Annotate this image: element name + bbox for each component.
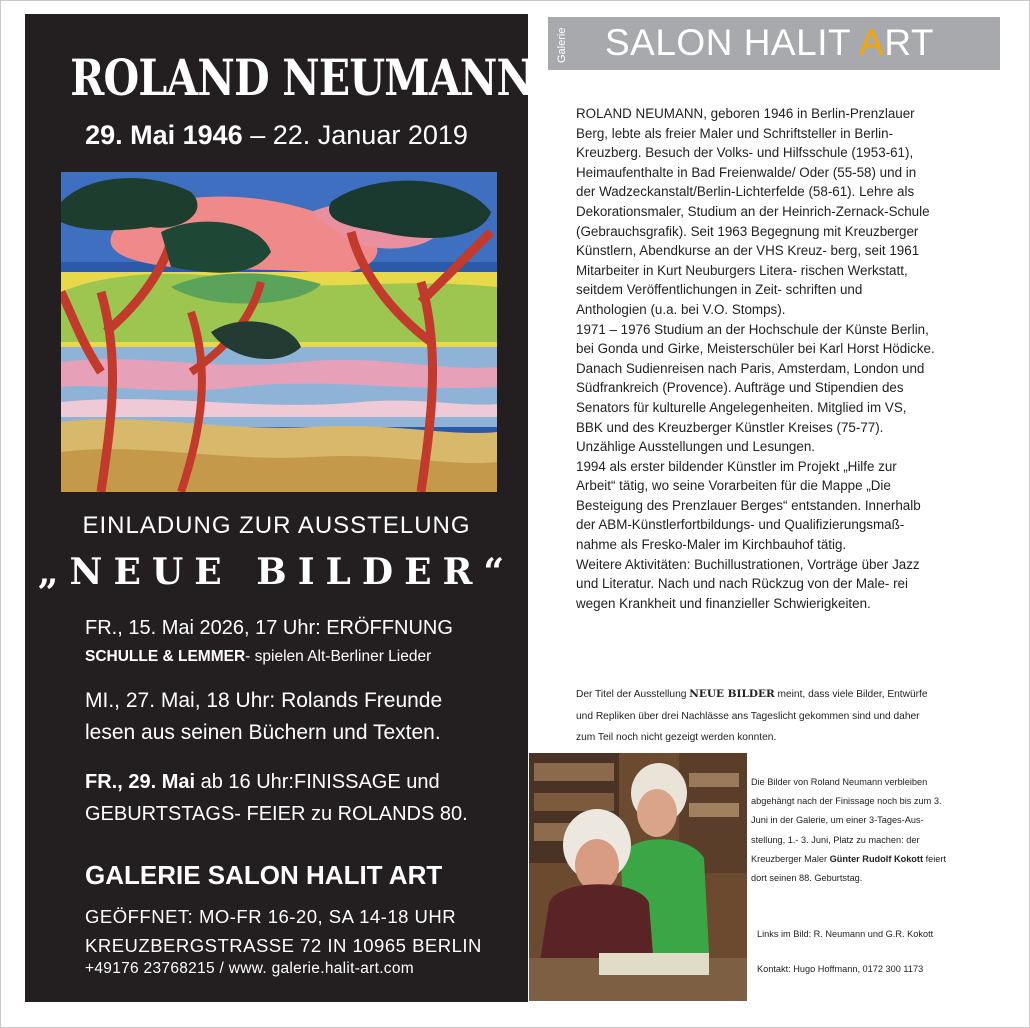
logo-a-letter: A (859, 22, 885, 63)
bio-line: 1971 – 1976 Studium an der Hochschule der Künste Berlin, (576, 321, 929, 337)
gallery-address: KREUZBERGSTRASSE 72 IN 10965 BERLIN (85, 935, 482, 956)
bio-line: Künstlern, Abendkurse an der VHS Kreuz- berg, seit 1961 (576, 243, 920, 259)
reading-line-2: lesen aus seinen Büchern und Texten. (85, 721, 441, 744)
bio-line: Südfrankreich (Provence). Aufträge und Stipendien des (576, 380, 904, 396)
note-line-2: und Repliken über drei Nachlässe ans Tageslicht gekommen sind und daher (576, 710, 920, 722)
caption-painter-name: Günter Rudolf Kokott (829, 853, 924, 864)
opening-hours: GEÖFFNET: MO-FR 16-20, SA 14-18 UHR (85, 906, 457, 927)
artist-name: ROLAND NEUMANN (70, 48, 534, 107)
gallery-name: GALERIE SALON HALIT ART (85, 860, 443, 890)
bio-line: der Wadzeckanstalt/Berlin-Lichterfelde (58-61). Lehre als (576, 184, 915, 200)
bio-line: Danach Sudienreisen nach Paris, Amsterdam, London und (576, 360, 925, 376)
caption-line-4: stellung, 1.- 3. Juni, Platz zu machen: der (751, 834, 920, 845)
invitation-panel (25, 14, 534, 1002)
bio-line: nahme als Fresko-Maler im Kirchbauhof tätig. (576, 537, 847, 553)
artists-photo (529, 753, 747, 1001)
exhibition-note (576, 684, 928, 749)
finissage-line-1 (85, 766, 468, 798)
bio-line: der ABM-Künstlerfortbildungs- und Qualifizierungsmaß- (576, 517, 905, 533)
caption-line-3: Juni in der Galerie, um einer 3-Tages-Aus- (751, 815, 924, 826)
opening-line: FR., 15. Mai 2026, 17 Uhr: ERÖFFNUNG (85, 617, 453, 639)
bio-line: Heimaufenthalte in Bad Freienwalde/ Oder (55-58) und in (576, 164, 917, 180)
caption-text: Kreuzberger Maler (751, 853, 830, 864)
life-dates (25, 120, 528, 151)
photo-caption: Links im Bild: R. Neumann und G.R. Kokott (757, 929, 934, 939)
logo-small-text: Galerie (556, 27, 568, 63)
finissage-prefix: FR., (85, 771, 129, 793)
exhibition-title: „NEUE BILDER“ (37, 551, 516, 593)
biography (576, 104, 976, 613)
logo-name (605, 22, 934, 64)
birth-date: 29. Mai 1946 (85, 120, 243, 150)
caption-line-1: Die Bilder von Roland Neumann verbleiben (751, 777, 928, 787)
band-name: SCHULLE & LEMMER (85, 648, 246, 665)
invitation-heading: EINLADUNG ZUR AUSSTELUNG (82, 512, 471, 539)
band-description: - spielen Alt-Berliner Lieder (245, 648, 432, 665)
note-text: Der Titel der Ausstellung (576, 689, 690, 700)
painting-image (61, 172, 497, 492)
bio-line: bei Gonda und Girke, Meisterschüler bei Karl Horst Hödicke. (576, 341, 935, 357)
finissage-date: 29. Mai (128, 771, 196, 793)
note-line-3: zum Teil noch nicht gezeigt werden konnten. (576, 732, 777, 743)
caption-text-end: feiert (923, 853, 947, 864)
bio-line: Dekorationsmaler, Studium an der Heinrich-Zernack-Schule (576, 203, 930, 219)
gallery-logo (548, 17, 1000, 70)
bio-line: BBK und des Kreuzberger Künstler Kreises (75-77). (576, 419, 884, 435)
caption-line-5 (751, 850, 946, 869)
bio-line: und Literatur. Nach und nach Rückzug von der Male- rei (576, 576, 908, 592)
logo-name-end: RT (884, 22, 934, 63)
bio-line: Unzählige Ausstellungen und Lesungen. (576, 439, 815, 455)
gallery-info (85, 902, 482, 960)
bio-line: (Gebrauchsgrafik). Seit 1963 Begegnung mit Kreuzberger (576, 223, 919, 239)
logo-name-main: SALON HALIT (605, 22, 860, 63)
contact-person: Kontakt: Hugo Hoffmann, 0172 300 1173 (757, 964, 924, 974)
music-line (85, 648, 431, 666)
dates-dash: – (242, 120, 273, 150)
reading-event (85, 685, 442, 749)
caption-line-2: abgehängt nach der Finissage noch bis zum 3. (751, 796, 942, 807)
bio-line: Anthologien (u.a. bei V.O. Stomps). (576, 301, 786, 317)
death-date: 22. Januar 2019 (272, 120, 468, 150)
bio-line: Besteigung des Prenzlauer Berges“ entstanden. Innerhalb (576, 497, 921, 513)
gallery-contact: +49176 23768215 / www. galerie.halit-art.com (85, 960, 414, 977)
bio-line: Senators für kulturelle Angelegenheiten. Mitglied im VS, (576, 399, 907, 415)
finissage-rest: ab 16 Uhr:FINISSAGE und (195, 771, 440, 793)
finissage-event (85, 766, 468, 830)
bio-line: seitdem Veröffentlichungen in Zeit- schriften und (576, 282, 863, 298)
bio-line: Mitarbeiter in Kurt Neuburgers Litera- rischen Werkstatt, (576, 262, 908, 278)
bio-line: Berg, lebte als freier Maler und Schriftsteller in Berlin- (576, 125, 894, 141)
note-title: NEUE BILDER (689, 688, 775, 700)
bio-line: wegen Krankheit und finanzieller Schwierigkeiten. (576, 595, 871, 611)
note-text-end: meint, dass viele Bilder, Entwürfe (774, 689, 928, 700)
bio-line: Weitere Aktivitäten: Buchillustrationen, Vorträge über Jazz (576, 556, 920, 572)
finissage-line-2: GEBURTSTAGS- FEIER zu ROLANDS 80. (85, 803, 468, 825)
bio-line: Arbeit“ tätig, wo seine Vorarbeiten für die Mappe „Die (576, 478, 891, 494)
bio-line: ROLAND NEUMANN, geboren 1946 in Berlin-Prenzlauer (576, 106, 915, 121)
bio-line: Kreuzberg. Besuch der Volks- und Hilfsschule (1953-61), (576, 145, 914, 161)
bio-line: 1994 als erster bildender Künstler im Projekt „Hilfe zur (576, 458, 897, 474)
reading-line-1: MI., 27. Mai, 18 Uhr: Rolands Freunde (85, 689, 443, 712)
note-line-1 (576, 684, 928, 706)
photo-description (751, 773, 946, 888)
caption-line-6: dort seinen 88. Geburtstag. (751, 873, 863, 884)
